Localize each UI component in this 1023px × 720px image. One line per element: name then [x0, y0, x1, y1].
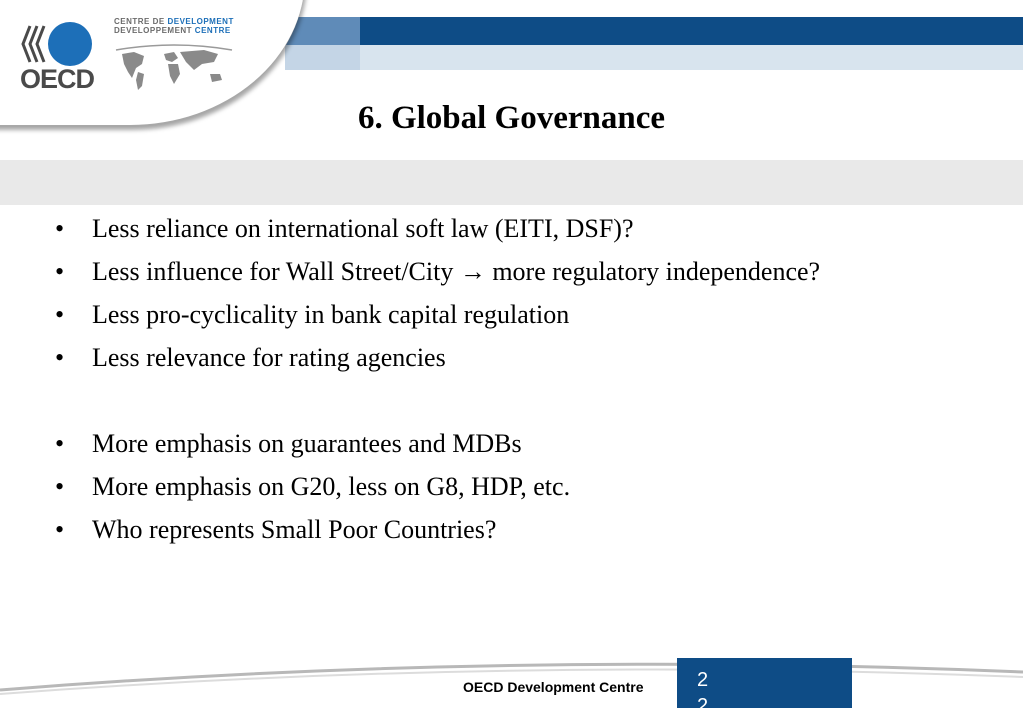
bullet-glyph: • [55, 257, 65, 286]
header-bar-accent-light [285, 45, 360, 70]
bullet-item: • Less relevance for rating agencies [55, 336, 820, 379]
header-bar-light [285, 45, 1023, 70]
bullet-glyph: • [55, 300, 65, 329]
bullet-glyph: • [55, 515, 65, 544]
bullet-item: • Less influence for Wall Street/City → more regulatory independence? [55, 250, 820, 293]
header-bar [285, 17, 1023, 45]
bullet-glyph: • [55, 214, 65, 243]
world-map-icon [114, 38, 234, 93]
slide-title: 6. Global Governance [357, 100, 666, 136]
bullet-glyph: • [55, 343, 65, 372]
bullet-list [55, 207, 820, 551]
bullet-glyph: • [55, 429, 65, 458]
bullet-item: • More emphasis on G20, less on G8, HDP, etc. [55, 465, 820, 508]
bullet-item: • Less pro-cyclicality in bank capital regulation [55, 293, 820, 336]
bullet-spacer [55, 379, 820, 422]
page-number: 22 [697, 669, 709, 717]
footer-org-label: OECD Development Centre [463, 679, 644, 695]
oecd-wordmark: OECD [20, 64, 95, 94]
bullet-item: • Less reliance on international soft law (EITI, DSF)? [55, 207, 820, 250]
bullet-item: • Who represents Small Poor Countries? [55, 508, 820, 551]
bullet-item: • More emphasis on guarantees and MDBs [55, 422, 820, 465]
dev-centre-label-line2: DEVELOPPEMENT CENTRE [114, 26, 231, 35]
dev-centre-label-line1: CENTRE DE DEVELOPMENT [114, 17, 234, 26]
title-band [0, 160, 1023, 205]
bullet-glyph: • [55, 472, 65, 501]
